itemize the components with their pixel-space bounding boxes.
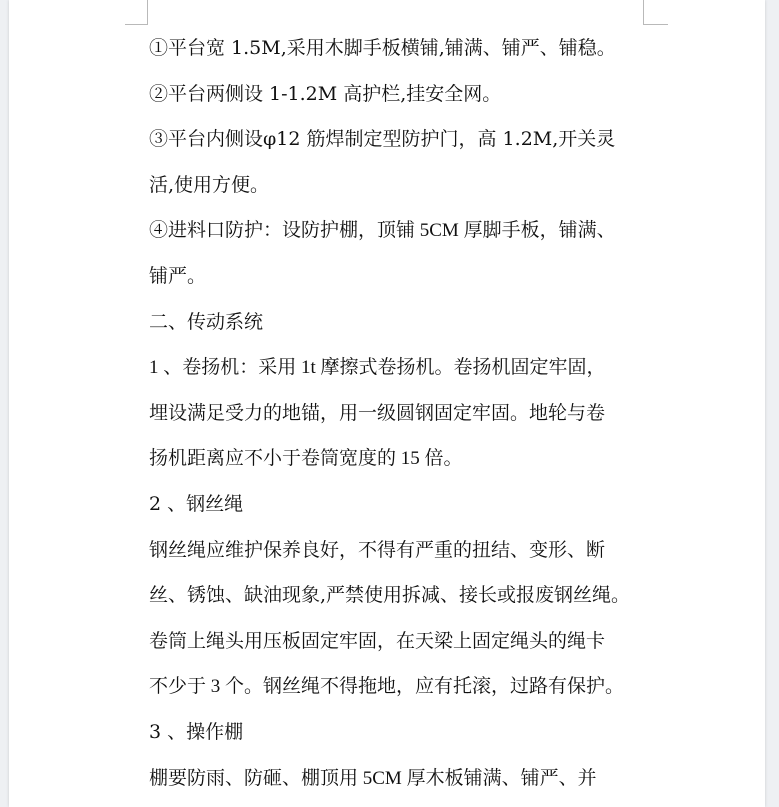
text-line: 埋设满足受力的地锚，用一级圆钢固定牢固。地轮与卷: [149, 401, 606, 424]
text-line: 棚要防雨、防砸、棚顶用 5CM 厚木板铺满、铺严、并: [149, 767, 597, 789]
text-line: 扬机距离应不小于卷筒宽度的 15 倍。: [149, 448, 463, 470]
subsection-heading: 1 、卷扬机：采用 1t 摩擦式卷扬机。卷扬机固定牢固，: [149, 357, 606, 379]
right-margin-corner-mark: [643, 0, 668, 25]
text-line: ①平台宽 1.5M,采用木脚手板横铺,铺满、铺严、铺稳。: [149, 37, 616, 59]
text-line: 钢丝绳应维护保养良好，不得有严重的扭结、变形、断: [149, 538, 606, 561]
document-body: [149, 26, 649, 801]
text-line: 铺严。: [149, 264, 207, 287]
subsection-heading: 2 、钢丝绳: [149, 492, 244, 515]
text-line: 活,使用方便。: [149, 173, 270, 196]
text-line: ④进料口防护：设防护棚，顶铺 5CM 厚脚手板，铺满、: [149, 220, 616, 242]
text-line: ③平台内侧设φ12 筋焊制定型防护门，高 1.2M,开关灵: [149, 128, 616, 151]
text-line: 不少于 3 个。钢丝绳不得拖地，应有托滚，过路有保护。: [149, 676, 625, 698]
subsection-heading: 3 、操作棚: [149, 720, 244, 743]
text-line: 丝、锈蚀、缺油现象,严禁使用拆减、接长或报废钢丝绳。: [149, 584, 631, 607]
document-page: [9, 0, 765, 807]
text-line: ②平台两侧设 1-1.2M 高护栏,挂安全网。: [149, 82, 502, 105]
left-margin-corner-mark: [125, 0, 148, 25]
section-heading: 二、传动系统: [149, 310, 264, 333]
text-line: 卷筒上绳头用压板固定牢固，在天梁上固定绳头的绳卡: [149, 629, 606, 652]
